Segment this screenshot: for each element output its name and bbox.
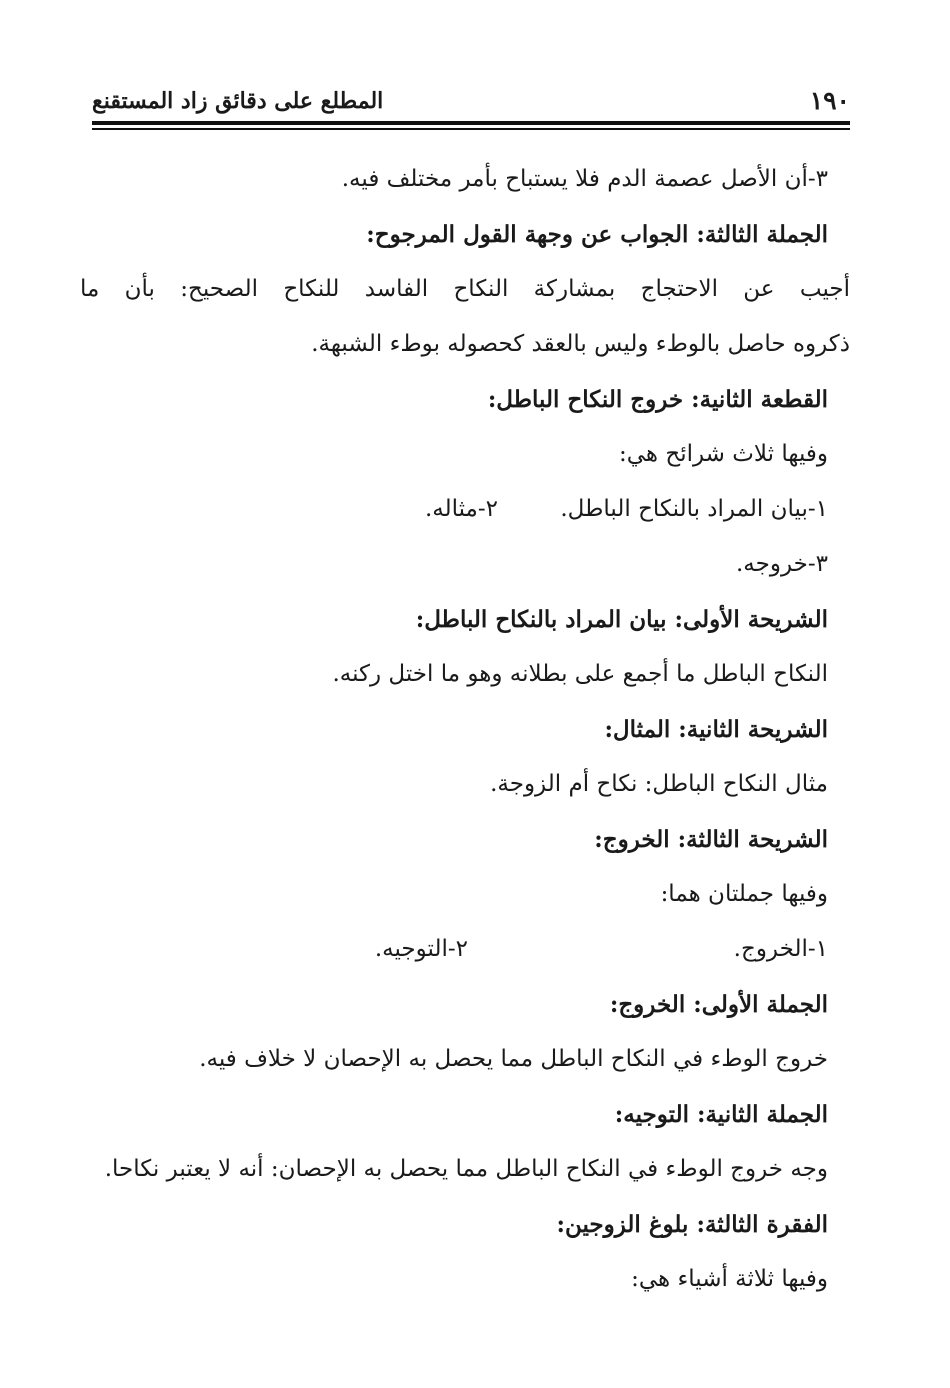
page-body xyxy=(80,152,850,1307)
paragraph-line: النكاح الباطل ما أجمع على بطلانه وهو ما اختل ركنه. xyxy=(332,661,828,687)
list-row xyxy=(80,482,828,537)
section-heading: الشريحة الثانية: المثال: xyxy=(604,716,828,743)
header-rule-thin xyxy=(92,128,850,130)
section-heading: الجملة الأولى: الخروج: xyxy=(609,991,828,1018)
section-heading: الشريحة الثالثة: الخروج: xyxy=(594,826,828,853)
section-heading: القطعة الثانية: خروج النكاح الباطل: xyxy=(487,386,828,413)
paragraph-line: أجيب عن الاحتجاج بمشاركة النكاح الفاسد للنكاح الصحيح: بأن ما xyxy=(80,276,850,302)
list-item: ١-الخروج. xyxy=(733,936,828,962)
list-row xyxy=(80,922,828,977)
paragraph-line: ٣-أن الأصل عصمة الدم فلا يستباح بأمر مختلف فيه. xyxy=(341,166,828,192)
header-rule-thick xyxy=(92,121,850,125)
paragraph-line: وفيها ثلاث شرائح هي: xyxy=(618,441,828,467)
paragraph-line: وجه خروج الوطء في النكاح الباطل مما يحصل به الإحصان: أنه لا يعتبر نكاحا. xyxy=(104,1156,828,1182)
section-heading: الفقرة الثالثة: بلوغ الزوجين: xyxy=(556,1211,828,1238)
list-item: ٣-خروجه. xyxy=(735,551,828,577)
paragraph-line: وفيها جملتان هما: xyxy=(660,881,828,907)
list-item: ١-بيان المراد بالنكاح الباطل. xyxy=(560,496,828,522)
section-heading: الجملة الثالثة: الجواب عن وجهة القول المرجوح: xyxy=(366,221,828,248)
paragraph-line: وفيها ثلاثة أشياء هي: xyxy=(631,1266,828,1292)
running-title: المطلع على دقائق زاد المستقنع xyxy=(92,88,384,114)
page-header xyxy=(92,86,850,120)
paragraph-line: خروج الوطء في النكاح الباطل مما يحصل به الإحصان لا خلاف فيه. xyxy=(199,1046,828,1072)
list-item: ٢-التوجيه. xyxy=(374,936,468,962)
list-item: ٢-مثاله. xyxy=(424,496,498,522)
section-heading: الشريحة الأولى: بيان المراد بالنكاح الباطل: xyxy=(415,606,828,633)
section-heading: الجملة الثانية: التوجيه: xyxy=(614,1101,828,1128)
paragraph-line: ذكروه حاصل بالوطء وليس بالعقد كحصوله بوطء الشبهة. xyxy=(311,331,850,357)
paragraph-line: مثال النكاح الباطل: نكاح أم الزوجة. xyxy=(490,771,828,797)
page-number: ١٩٠ xyxy=(809,86,850,115)
